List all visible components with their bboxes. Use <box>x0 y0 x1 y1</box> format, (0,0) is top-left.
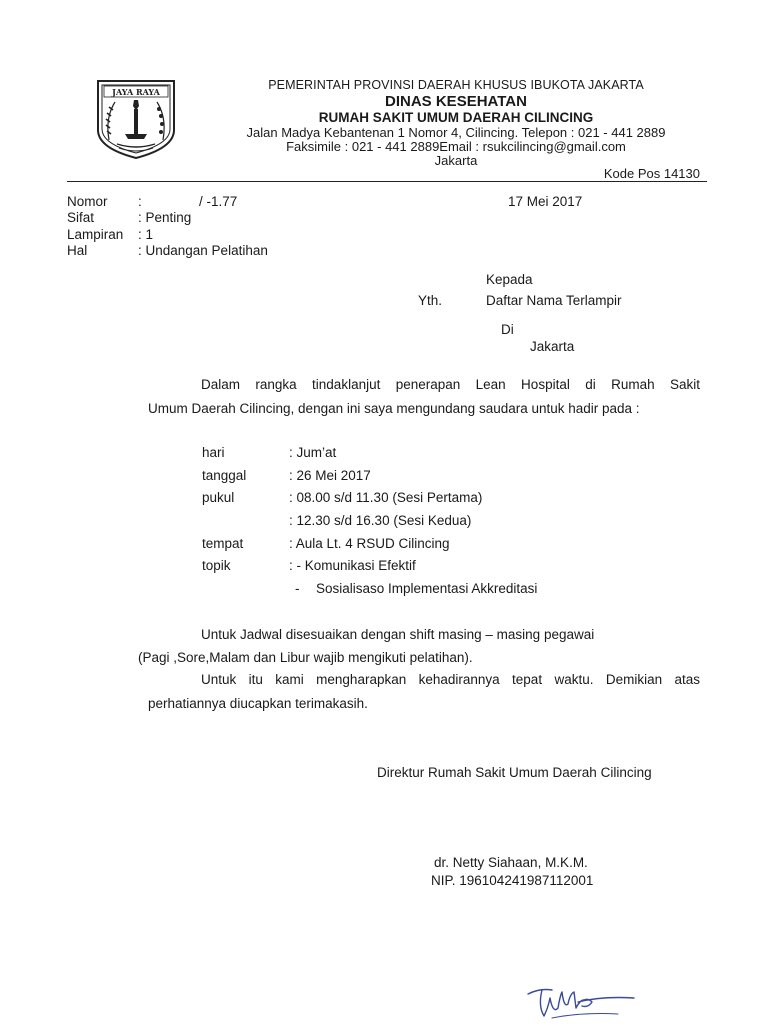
topik-dash-2: - <box>295 581 300 596</box>
nomor-label: Nomor <box>67 194 108 209</box>
hari-value: : Jum’at <box>289 445 337 460</box>
recipient-yth: Yth. <box>418 293 443 308</box>
sifat-value: : Penting <box>138 210 192 225</box>
postal-code: Kode Pos 14130 <box>603 166 700 181</box>
letterhead-divider <box>67 181 707 182</box>
hari-label: hari <box>202 445 225 460</box>
intro-paragraph <box>148 373 700 421</box>
handwritten-signature <box>522 978 642 1024</box>
recipient-kepada: Kepada <box>486 272 533 287</box>
letter-date: 17 Mei 2017 <box>508 194 583 209</box>
closing-paragraph <box>148 668 700 716</box>
pukul-value-2: : 12.30 s/d 16.30 (Sesi Kedua) <box>289 513 472 528</box>
jadwal-line-1: Untuk Jadwal disesuaikan dengan shift masing – masing pegawai <box>201 627 595 642</box>
recipient-di: Di <box>501 322 514 337</box>
signatory-nip: NIP. 196104241987112001 <box>431 873 594 888</box>
nomor-value: / -1.77 <box>199 194 238 209</box>
header-address: Jalan Madya Kebantenan 1 Nomor 4, Cilincing. Telepon : 021 - 441 2889 <box>246 125 666 140</box>
intro-line-1: Dalam rangka tindaklanjut penerapan Lean Hospital di Rumah Sakit <box>201 377 700 392</box>
tanggal-value: : 26 Mei 2017 <box>289 468 371 483</box>
lampiran-label: Lampiran <box>67 227 124 242</box>
header-contact: Faksimile : 021 - 441 2889Email : rsukcilincing@gmail.com <box>286 139 626 154</box>
header-city: Jakarta <box>434 153 478 168</box>
header-hospital: RUMAH SAKIT UMUM DAERAH CILINCING <box>318 110 594 125</box>
lampiran-value: : 1 <box>138 227 154 242</box>
closing-line-1: Untuk itu kami mengharapkan kehadirannya tepat waktu. Demikian atas <box>201 672 700 687</box>
nomor-colon: : <box>138 194 142 209</box>
logo-text: JAYA RAYA <box>112 87 160 97</box>
header-government: PEMERINTAH PROVINSI DAERAH KHUSUS IBUKOTA JAKARTA <box>268 78 644 92</box>
signatory-title: Direktur Rumah Sakit Umum Daerah Cilincing <box>377 765 652 780</box>
jadwal-line-2: (Pagi ,Sore,Malam dan Libur wajib mengikuti pelatihan). <box>138 650 473 665</box>
sifat-label: Sifat <box>67 210 95 225</box>
recipient-name: Daftar Nama Terlampir <box>486 293 622 308</box>
topik-value-1: : - Komunikasi Efektif <box>289 558 416 573</box>
recipient-city: Jakarta <box>530 339 575 354</box>
pukul-value-1: : 08.00 s/d 11.30 (Sesi Pertama) <box>289 490 483 505</box>
closing-line-2: perhatiannya diucapkan terimakasih. <box>148 696 368 711</box>
signatory-name: dr. Netty Siahaan, M.K.M. <box>434 855 588 870</box>
pukul-label: pukul <box>202 490 235 505</box>
tanggal-label: tanggal <box>202 468 247 483</box>
jaya-raya-logo <box>95 78 177 160</box>
topik-value-2: Sosialisaso Implementasi Akkreditasi <box>316 581 538 596</box>
topik-label: topik <box>202 558 231 573</box>
hal-value: : Undangan Pelatihan <box>138 243 268 258</box>
hal-label: Hal <box>67 243 88 258</box>
intro-line-2: Umum Daerah Cilincing, dengan ini saya mengundang saudara untuk hadir pada : <box>148 401 640 416</box>
tempat-value: : Aula Lt. 4 RSUD Cilincing <box>289 536 450 551</box>
header-department: DINAS KESEHATAN <box>385 93 527 110</box>
tempat-label: tempat <box>202 536 244 551</box>
